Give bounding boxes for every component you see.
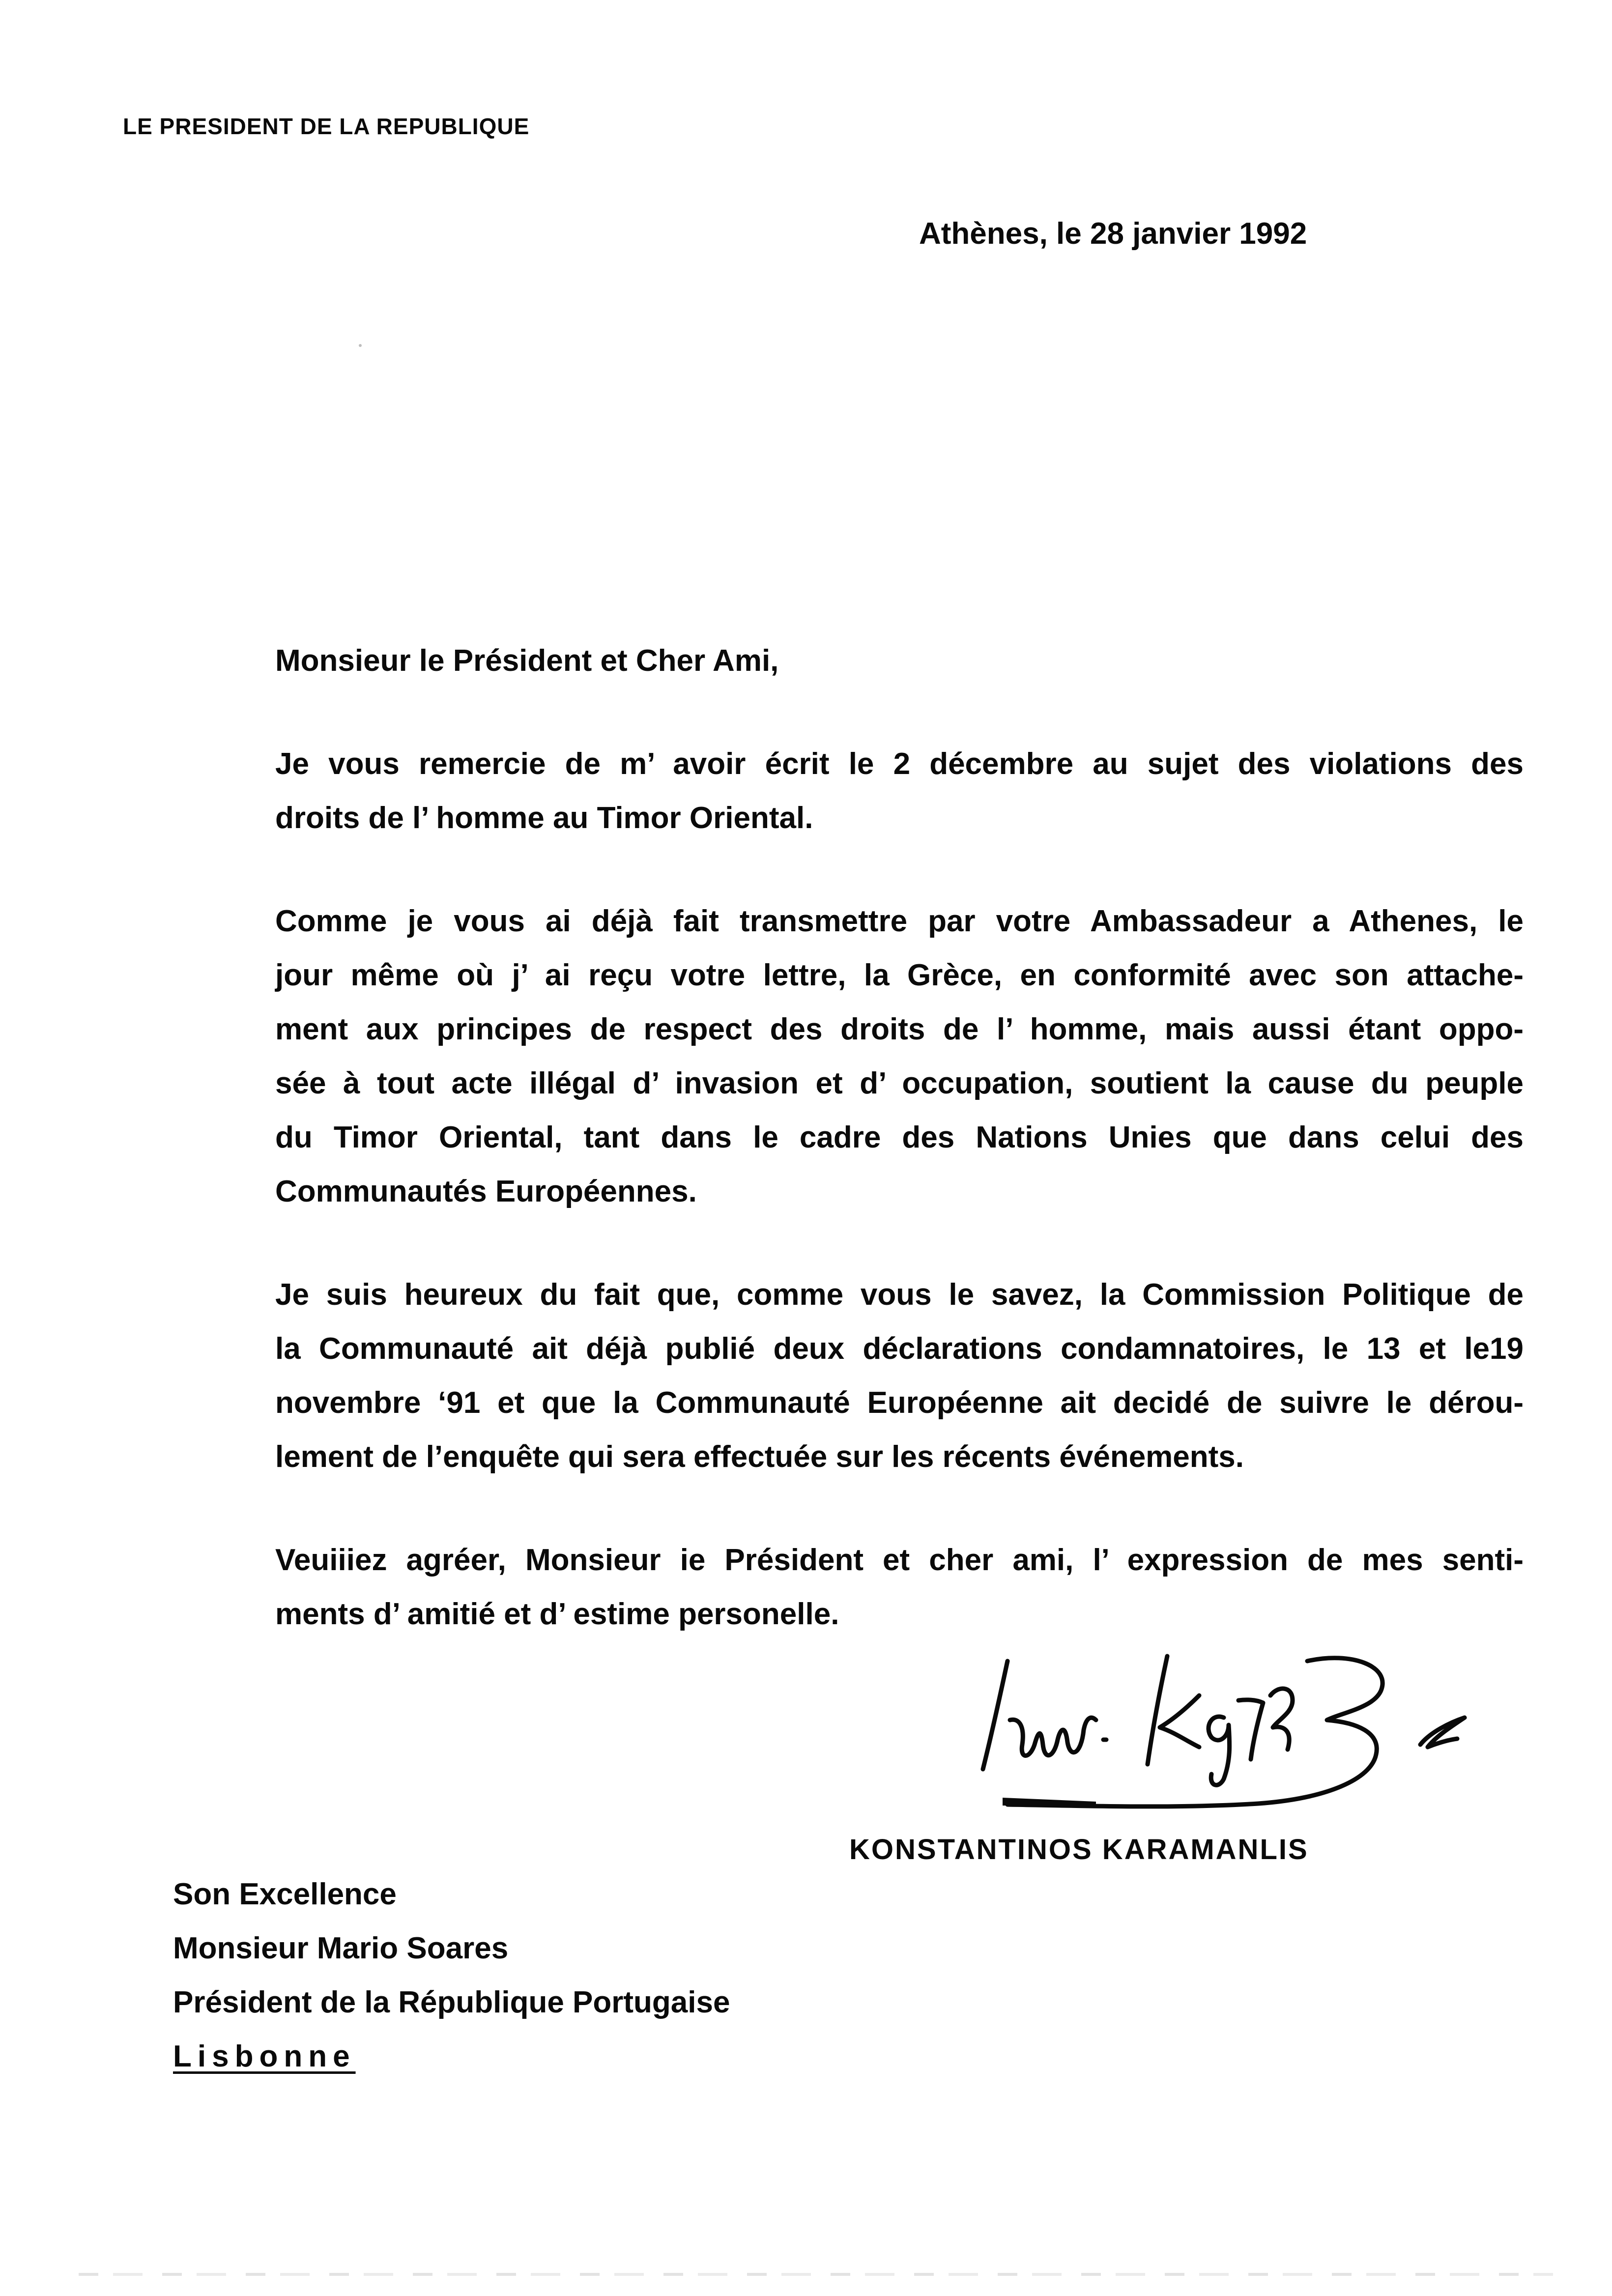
signature-stroke [983,1661,1008,1769]
paragraph-line: ment aux principes de respect des droits de l’ homme, mais aussi étant oppo- [275,1012,1524,1046]
address-city: Lisbonne [173,2039,356,2073]
scan-edge-noise [79,2273,1553,2276]
paragraph-line: Communautés Européennes. [275,1175,697,1208]
paragraph-1 [275,737,1524,845]
paragraph-line: lement de l’enquête qui sera effectuée sur les récents événements. [275,1440,1244,1474]
address-line: Son Excellence [173,1877,397,1911]
address-line: Président de la République Portugaise [173,1985,730,2019]
address-line: Monsieur Mario Soares [173,1931,509,1965]
recipient-address [173,1867,730,2084]
letter-body [275,634,1524,1641]
handwritten-signature [885,1622,1524,1828]
signer-name: KONSTANTINOS KARAMANLIS [849,1834,1309,1866]
signature-stroke [1148,1656,1167,1764]
letterhead: LE PRESIDENT DE LA REPUBLIQUE [123,114,530,139]
salutation: Monsieur le Président et Cher Ami, [275,644,779,678]
paragraph-line: sée à tout acte illégal d’ invasion et d’ occupation, soutient la cause du peuple [275,1066,1524,1100]
paragraph-3 [275,1268,1524,1484]
paragraph-line: novembre ‘91 et que la Communauté Européenne ait decidé de suivre le dérou- [275,1386,1524,1420]
scan-speck [359,344,362,347]
signature-stroke [1270,1689,1293,1750]
paragraph-line: Je vous remercie de m’ avoir écrit le 2 décembre au sujet des violations des [275,747,1524,781]
paragraph-line: Comme je vous ai déjà fait transmettre par votre Ambassadeur a Athenes, le [275,904,1524,938]
paragraph-line: Je suis heureux du fait que, comme vous le savez, la Commission Politique de [275,1278,1524,1312]
paragraph-line: du Timor Oriental, tant dans le cadre des Nations Unies que dans celui des [275,1120,1524,1154]
paragraph-line: Veuiiiez agréer, Monsieur ie Président et cher ami, l’ expression de mes senti- [275,1543,1524,1577]
signature-stroke [1420,1718,1465,1747]
paragraph-line: ments d’ amitié et d’ estime personelle. [275,1597,839,1631]
signature-underline-thick [1003,1798,1096,1807]
signature-stroke [1209,1717,1230,1785]
paragraph-2 [275,894,1524,1219]
signature-stroke [1238,1700,1263,1759]
signature-stroke [1010,1718,1096,1755]
signature-stroke [1160,1695,1199,1747]
paragraph-line: droits de l’ homme au Timor Oriental. [275,801,813,835]
dateline: Athènes, le 28 janvier 1992 [919,217,1307,251]
paragraph-line: jour même où j’ ai reçu votre lettre, la Grèce, en conformité avec son attache- [275,958,1524,992]
paragraph-line: la Communauté ait déjà publié deux déclarations condamnatoires, le 13 et le19 [275,1332,1524,1366]
